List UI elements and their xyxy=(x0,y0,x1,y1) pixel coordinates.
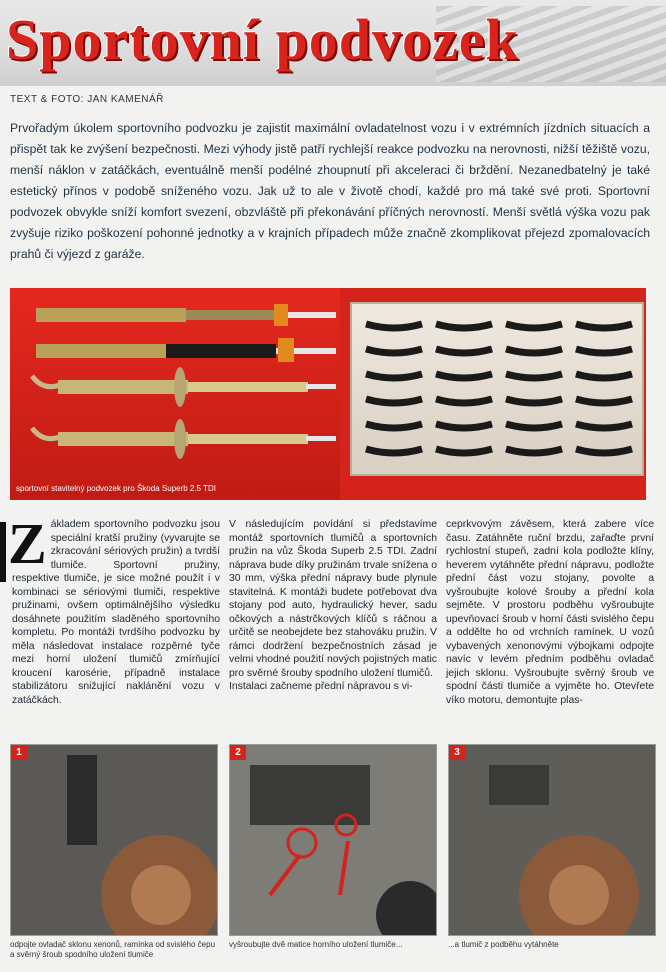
wheel-hub-photo-1 xyxy=(11,745,217,935)
column-3 xyxy=(446,518,654,707)
headline-banner xyxy=(0,0,666,86)
column-2-text: V následujícím povídání si představíme montáž sportovních tlumičů a sportovních pružin na vůz Škoda Superb 2.5 TDI. Zadní náprava bude díky pružinám trvale snížena o 30 mm, výška přední nápravy bude plynule stavitelná. K montáži budete potřebovat dva stojany pod auto, hydraulický hever, sadu očkových a nástrčkových klíčů s ráčnou a určitě se neobejdete bez stahováku pružin. V rámci dodržení bezpečnostních zásad je velmi vhodné použití nových pojistných matic pro svěrné šrouby spodního uložení tlumičů. xyxy=(229,519,437,679)
page-title: Sportovní podvozek xyxy=(6,7,519,72)
springs-box xyxy=(350,302,644,476)
column-3-text: ceprkvovým závěsem, která zabere více času. Zatáhněte ruční brzdu, zařaďte první rychlostní stupeň, zadní kola podložte klíny, heverem vytáhněte přední nápravu, podložte přední část vozu stojany, povolte a vyšroubujte kolové šrouby a přední kola sejměte. V prostoru podběhu vyšroubujte upevňovací šroub v horní části svislého čepu a oddělte ho od vrchních ramínek. U vozů vybavených xenonovými výbojkami odpojte navíc v levém předním podběhu ovladač jejich sklonu. Vyšroubujte svěrný šroub ve spodní části tlumiče a vyjměte ho. Otevřete víko motoru, demontujte plas- xyxy=(446,519,654,706)
column-1-text: ákladem sportovního podvozku jsou speciální kratší pružiny (vyvarujte se zkracování sériových pružin) a tvrdší tlumiče. Sportovní pružiny, respektive tlumiče, je sice možné použít i v kombinaci se sériovými tlumiči, respektive pružinami, ovšem optimálnějšího výsledku dosáhnete použitím sladěného sportovního kompletu. Po montáži tvrdšího podvozku by měla následovat instalace rozpěrné tyče mezi horní uložení tlumičů zmírňující kroucení karosérie, případně instalace stabilizátoru snižující naklánění vozu v zatáčkách. xyxy=(12,519,220,706)
dropcap-letter: Z xyxy=(8,511,47,576)
step-caption-2: vyšroubujte dvě matice horního uložení tlumiče... xyxy=(229,940,403,949)
dropcap-bar xyxy=(0,522,6,582)
column-2-text-2: Instalaci začneme přední nápravou s vi- xyxy=(229,681,413,692)
step-number-1: 1 xyxy=(11,745,27,760)
step-photo-3 xyxy=(448,744,656,936)
column-2 xyxy=(229,518,437,694)
byline: TEXT & FOTO: JAN KAMENÁŘ xyxy=(10,94,164,105)
coil-springs-illustration xyxy=(352,304,642,474)
step-number-3: 3 xyxy=(449,745,465,760)
column-1 xyxy=(8,511,220,707)
step-number-2: 2 xyxy=(230,745,246,760)
engine-bay-photo-2 xyxy=(230,745,436,935)
wheel-hub-photo-3 xyxy=(449,745,655,935)
step-photo-2 xyxy=(229,744,437,936)
main-product-photo xyxy=(10,288,646,500)
main-photo-caption: sportovní stavitelný podvozek pro Škoda Superb 2.5 TDI xyxy=(16,484,216,493)
lead-paragraph: Prvořadým úkolem sportovního podvozku je zajistit maximální ovladatelnost vozu i v extrémních jízdních situacích a přispět tak ke zvýšení bezpečnosti. Mezi výhody jistě patří rychlejší reakce podvozku na nerovnosti, nižší těžiště vozu, menší náklon v zatáčkách, eventuálně menší podélné zhoupnutí při akceleraci či brždění. Nezanedbatelný je také estetický přínos v podobě sníženého vozu. Jak už to ale v životě chodí, každé pro má také své proti. Sportovní podvozek obvykle sníží komfort svezení, obzvláště při překonávání příčných nerovností. Menší světlá výška vozu pak zvyšuje riziko poškození pohonné jednotky a v krajních případech může značně zkomplikovat přejezd zpomalovacích prahů či výjezd z garáže. xyxy=(10,121,650,261)
step-photo-1 xyxy=(10,744,218,936)
step-caption-3: ...a tlumič z podběhu vytáhněte xyxy=(448,940,559,949)
shock-absorbers-illustration xyxy=(10,288,340,500)
step-caption-1: odpojte ovladač sklonu xenonů, ramínka od svislého čepu a svěrný šroub spodního uložení tlumiče xyxy=(10,940,216,959)
